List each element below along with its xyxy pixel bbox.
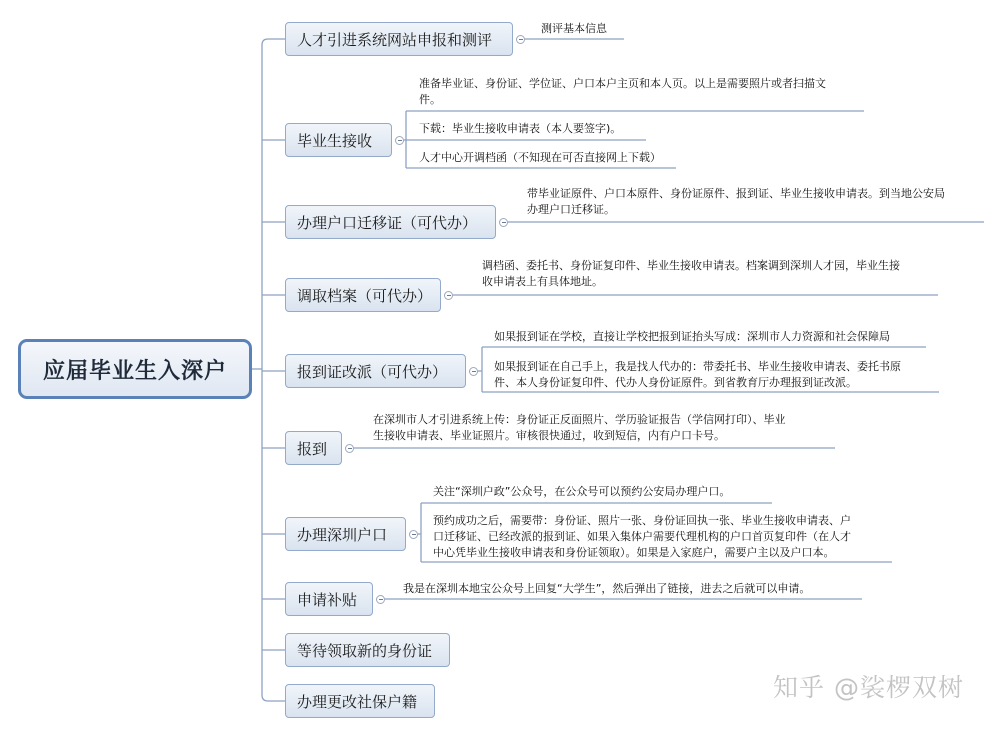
note-line: 关注“深圳户政”公众号，在公众号可以预约公安局办理户口。 — [433, 485, 731, 498]
branch-node[interactable] — [285, 517, 406, 551]
note-line: 件。 — [419, 93, 441, 106]
collapse-toggle-icon[interactable] — [376, 595, 385, 604]
note-line: 件、本人身份证复印件、代办人身份证原件。到省教育厅办理报到证改派。 — [494, 376, 857, 389]
note-line: 如果报到证在学校，直接让学校把报到证抬头写成：深圳市人力资源和社会保障局 — [494, 330, 890, 343]
root-node[interactable]: 应届毕业生入深户 — [18, 339, 252, 399]
branch-label: 报到证改派（可代办） — [297, 362, 448, 381]
note-text — [433, 513, 851, 561]
note-text — [419, 121, 621, 137]
branch-node[interactable] — [285, 633, 450, 667]
note-line: 办理户口迁移证。 — [527, 203, 615, 216]
collapse-toggle-icon[interactable] — [516, 35, 525, 44]
note-line: 中心凭毕业生接收申请表和身份证领取）。如果是入家庭户，需要户主以及户口本。 — [433, 546, 835, 559]
branch-label: 人才引进系统网站申报和测评 — [297, 30, 493, 49]
branch-node[interactable] — [285, 582, 373, 616]
note-text — [433, 484, 730, 500]
note-text — [419, 76, 826, 108]
branch-label: 办理更改社保户籍 — [297, 692, 418, 711]
note-line: 带毕业证原件、户口本原件、身份证原件、报到证、毕业生接收申请表。到当地公安局 — [527, 187, 945, 200]
note-text — [403, 581, 810, 597]
note-text — [494, 329, 890, 345]
branch-label: 调取档案（可代办） — [297, 286, 433, 305]
note-line: 人才中心开调档函（不知现在可否直接网上下载） — [419, 151, 661, 164]
note-text — [494, 359, 901, 391]
note-text — [419, 150, 661, 166]
note-line: 预约成功之后，需要带：身份证、照片一张、身份证回执一张、毕业生接收申请表、户 — [433, 514, 851, 527]
branch-label: 毕业生接收 — [297, 131, 373, 150]
collapse-toggle-icon[interactable] — [345, 444, 354, 453]
note-line: 调档函、委托书、身份证复印件、毕业生接收申请表。档案调到深圳人才园，毕业生接 — [482, 259, 900, 272]
branch-node[interactable] — [285, 205, 496, 239]
branch-node[interactable] — [285, 431, 342, 465]
collapse-toggle-icon[interactable] — [409, 530, 418, 539]
branch-label: 报到 — [297, 439, 328, 458]
branch-label: 申请补贴 — [297, 590, 358, 609]
branch-label: 办理深圳户口 — [297, 525, 388, 544]
branch-node[interactable] — [285, 278, 441, 312]
branch-label: 等待领取新的身份证 — [297, 641, 433, 660]
note-line: 在深圳市人才引进系统上传：身份证正反面照片、学历验证报告（学信网打印）、毕业 — [373, 413, 786, 426]
note-text — [482, 258, 900, 290]
note-line: 收申请表上有具体地址。 — [482, 275, 603, 288]
note-line: 测评基本信息 — [541, 22, 607, 35]
trunk-elbow-bottom — [262, 695, 285, 701]
branch-label: 办理户口迁移证（可代办） — [297, 213, 478, 232]
branch-node[interactable] — [285, 22, 513, 56]
watermark: 知乎 @裟椤双树 — [773, 673, 964, 702]
note-line: 下载：毕业生接收申请表（本人要签字)。 — [419, 122, 622, 135]
trunk-elbow-top — [262, 39, 285, 45]
note-text — [541, 21, 607, 37]
collapse-toggle-icon[interactable] — [499, 218, 508, 227]
note-line: 准备毕业证、身份证、学位证、户口本户主页和本人页。以上是需要照片或者扫描文 — [419, 77, 826, 90]
note-text — [527, 186, 945, 218]
collapse-toggle-icon[interactable] — [395, 136, 404, 145]
collapse-toggle-icon[interactable] — [469, 367, 478, 376]
collapse-toggle-icon[interactable] — [444, 291, 453, 300]
note-line: 口迁移证、已经改派的报到证、如果入集体户需要代理机构的户口首页复印件（在人才 — [433, 530, 851, 543]
note-line: 如果报到证在自己手上，我是找人代办的：带委托书、毕业生接收申请表、委托书原 — [494, 360, 901, 373]
branch-node[interactable] — [285, 354, 466, 388]
note-line: 生接收申请表、毕业证照片。审核很快通过，收到短信，内有户口卡号。 — [373, 429, 725, 442]
branch-node[interactable] — [285, 684, 435, 718]
note-text — [373, 412, 786, 444]
branch-node[interactable] — [285, 123, 392, 157]
note-line: 我是在深圳本地宝公众号上回复“大学生”，然后弹出了链接，进去之后就可以申请。 — [403, 582, 811, 595]
